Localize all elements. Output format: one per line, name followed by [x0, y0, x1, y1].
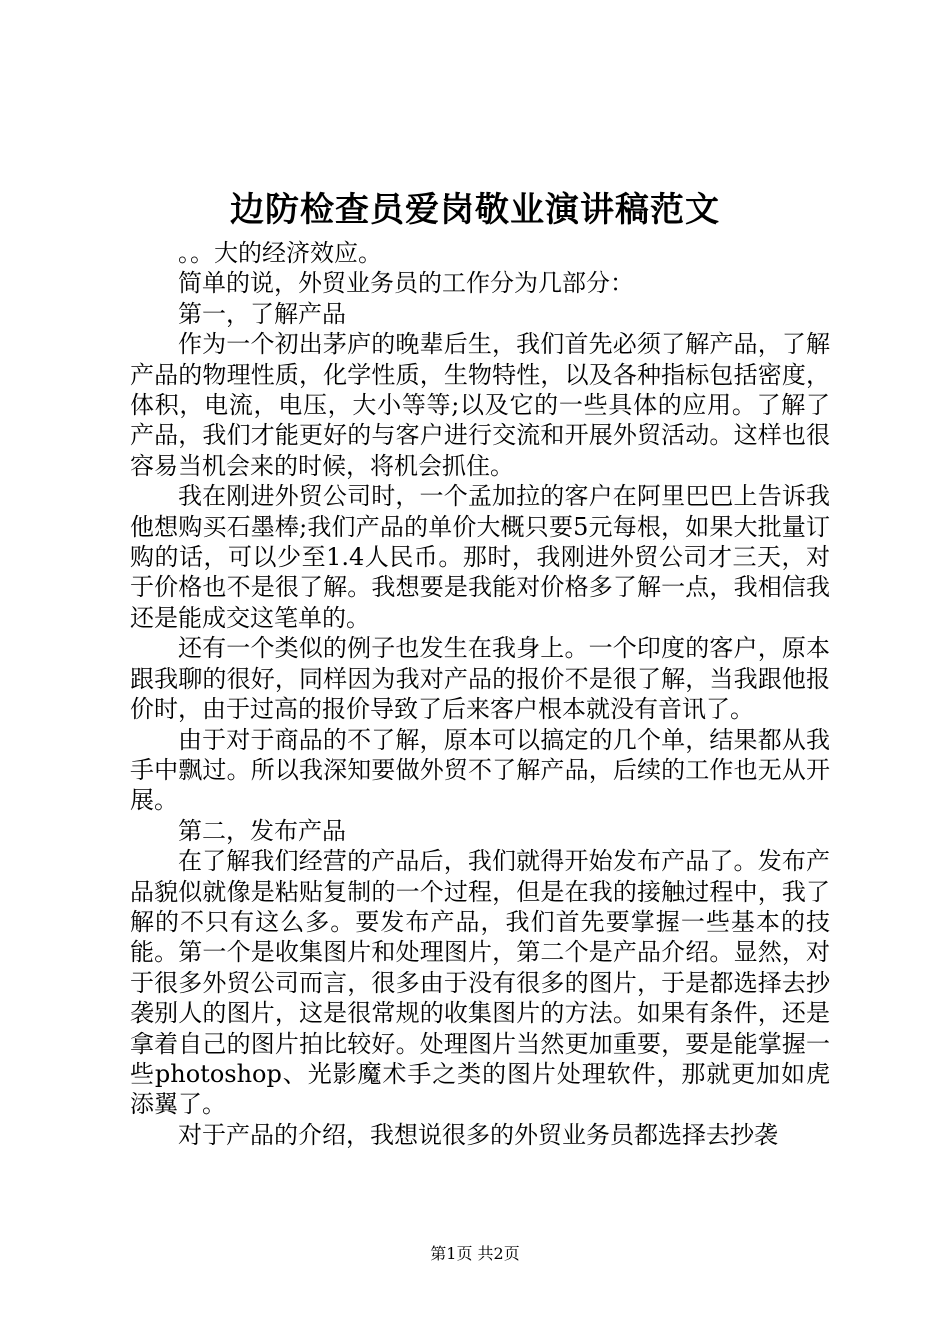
paragraph: 简单的说，外贸业务员的工作分为几部分： [178, 269, 634, 298]
paragraph: 我在刚进外贸公司时，一个孟加拉的客户在阿里巴巴上告诉我他想购买石墨棒;我们产品的单价大概只要5元每根，如果大批量订购的话，可以少至1.4人民币。那时，我刚进外贸公司才三天，对于价格也不是很了解。我想要是我能对价格多了解一点，我相信我还是能成交这笔单的。 [130, 482, 830, 632]
paragraph: 在了解我们经营的产品后，我们就得开始发布产品了。发布产品貌似就像是粘贴复制的一个过程，但是在我的接触过程中，我了解的不只有这么多。要发布产品，我们首先要掌握一些基本的技能。第一个是收集图片和处理图片，第二个是产品介绍。显然，对于很多外贸公司而言，很多由于没有很多的图片，于是都选择去抄袭别人的图片，这是很常规的收集图片的方法。如果有条件，还是拿着自己的图片拍比较好。处理图片当然更加重要，要是能掌握一些photoshop、光影魔术手之类的图片处理软件，那就更加如虎添翼了。 [130, 847, 830, 1119]
paragraph: 对于产品的介绍，我想说很多的外贸业务员都选择去抄袭 [178, 1120, 778, 1149]
document-title: 边防检查员爱岗敬业演讲稿范文 [230, 190, 720, 230]
paragraph: 作为一个初出茅庐的晚辈后生，我们首先必须了解产品，了解产品的物理性质，化学性质，生物特性，以及各种指标包括密度，体积，电流，电压，大小等等;以及它的一些具体的应用。了解了产品，我们才能更好的与客户进行交流和开展外贸活动。这样也很容易当机会来的时候，将机会抓住。 [130, 330, 830, 480]
paragraph: 由于对于商品的不了解，原本可以搞定的几个单，结果都从我手中飘过。所以我深知要做外贸不了解产品，后续的工作也无从开展。 [130, 725, 830, 815]
section-heading: 第一，了解产品 [178, 299, 346, 328]
section-heading: 第二，发布产品 [178, 816, 346, 845]
page-footer: 第1页 共2页 [430, 1244, 520, 1263]
paragraph: 还有一个类似的例子也发生在我身上。一个印度的客户，原本跟我聊的很好，同样因为我对产品的报价不是很了解，当我跟他报价时，由于过高的报价导致了后来客户根本就没有音讯了。 [130, 634, 830, 724]
paragraph: 。。大的经济效应。 [178, 239, 382, 267]
document-body [130, 238, 830, 1150]
